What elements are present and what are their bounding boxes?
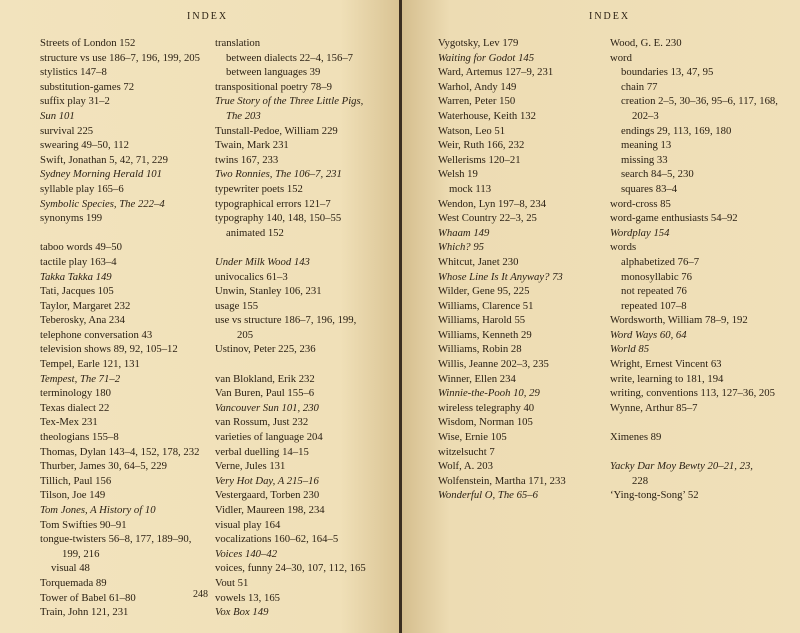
index-entry: writing, conventions 113, 127–36, 205 [610,387,775,400]
index-subentry: 202–3 [632,109,659,122]
index-entry: Vidler, Maureen 198, 234 [215,504,325,516]
index-entry: Wisdom, Norman 105 [438,416,533,429]
index-entry: Torquemada 89 [40,576,107,589]
index-entry: suffix play 31–2 [40,95,110,108]
index-entry: Symbolic Species, The 222–4 [40,197,165,210]
index-entry: word-cross 85 [610,197,671,210]
index-entry: Streets of London 152 [40,37,136,49]
index-entry: Word Ways 60, 64 [610,328,687,341]
index-entry: Williams, Kenneth 29 [438,328,532,341]
index-entry: word [610,51,632,64]
index-entry: Thomas, Dylan 143–4, 152, 178, 232 [40,445,200,458]
index-entry: Tillich, Paul 156 [40,474,112,487]
index-entry: Unwin, Stanley 106, 231 [215,285,322,298]
index-entry: World 85 [610,343,650,356]
index-entry: Vestergaard, Torben 230 [215,489,320,502]
index-entry: Tom Swifties 90–91 [40,518,127,531]
index-subentry: 228 [632,474,649,487]
index-entry: tongue-twisters 56–8, 177, 189–90, [40,533,192,546]
index-subentry: squares 83–4 [621,182,678,195]
index-subentry: creation 2–5, 30–36, 95–6, 117, 168, [621,95,778,108]
index-entry: syllable play 165–6 [40,182,124,195]
index-entry: typographical errors 121–7 [215,197,331,210]
index-entry: stylistics 147–8 [40,66,107,79]
index-entry: Yacky Dar Moy Bewty 20–21, 23, [610,460,753,473]
index-entry: Tati, Jacques 105 [40,285,114,298]
index-entry: van Blokland, Erik 232 [215,372,315,385]
index-entry: Swift, Jonathan 5, 42, 71, 229 [40,153,168,166]
index-entry: twins 167, 233 [215,153,279,166]
index-entry: typewriter poets 152 [215,182,303,195]
index-subentry: alphabetized 76–7 [621,255,700,268]
index-entry: Wilder, Gene 95, 225 [438,285,530,298]
index-entry: words [610,241,637,254]
index-entry: Tilson, Joe 149 [40,489,106,502]
index-entry: taboo words 49–50 [40,241,122,254]
index-subentry: between languages 39 [226,66,321,79]
index-letter-gap [215,357,395,372]
index-entry: Ximenes 89 [610,431,662,444]
index-entry: Tempel, Earle 121, 131 [40,358,140,371]
right-page [402,0,800,633]
index-entry: substitution-games 72 [40,80,135,93]
index-column-left-2 [215,36,395,620]
index-entry: Sydney Morning Herald 101 [40,168,162,181]
index-entry: Wellerisms 120–21 [438,153,521,166]
index-letter-gap [610,445,796,460]
index-subentry: missing 33 [621,153,668,166]
index-entry: Winnie-the-Pooh 10, 29 [438,387,540,400]
index-entry: Very Hot Day, A 215–16 [215,474,319,487]
index-entry: Thurber, James 30, 64–5, 229 [40,460,167,473]
index-entry: Voices 140–42 [215,547,278,560]
index-entry: Tex-Mex 231 [40,416,98,429]
index-entry: Sun 101 [40,109,75,122]
index-subentry: monosyllabic 76 [621,270,692,283]
index-entry: varieties of language 204 [215,431,323,444]
index-entry: Ward, Artemus 127–9, 231 [438,66,554,79]
index-entry: Tunstall-Pedoe, William 229 [215,124,338,137]
index-entry: Wood, G. E. 230 [610,37,682,49]
index-entry: Wolf, A. 203 [438,460,493,473]
index-entry: translation [215,37,261,49]
index-subentry: endings 29, 113, 169, 180 [621,124,732,137]
index-entry: Williams, Harold 55 [438,314,526,327]
index-entry: Two Ronnies, The 106–7, 231 [215,168,342,181]
index-subentry: repeated 107–8 [621,299,687,312]
index-letter-gap [40,226,210,241]
index-entry: ‘Ying-tong-Song’ 52 [610,489,699,502]
index-subentry: 205 [237,328,254,341]
index-entry: van Rossum, Just 232 [215,416,309,429]
page-number: 248 [193,589,208,600]
index-entry: vocalizations 160–62, 164–5 [215,533,339,546]
index-entry: True Story of the Three Little Pigs, [215,95,364,108]
index-entry: tactile play 163–4 [40,255,117,268]
index-entry: Texas dialect 22 [40,401,110,414]
index-entry: vowels 13, 165 [215,591,281,604]
index-entry: Van Buren, Paul 155–6 [215,387,315,400]
index-subentry: boundaries 13, 47, 95 [621,66,714,79]
index-entry: Vout 51 [215,576,249,589]
index-entry: Whaam 149 [438,226,490,239]
index-subentry: meaning 13 [621,139,672,152]
index-entry: univocalics 61–3 [215,270,288,283]
index-entry: synonyms 199 [40,212,103,225]
page-header-right: INDEX [589,11,631,22]
index-entry: Taylor, Margaret 232 [40,299,131,312]
index-entry: Under Milk Wood 143 [215,255,310,268]
index-subentry: search 84–5, 230 [621,168,694,181]
index-entry: Watson, Leo 51 [438,124,506,137]
index-entry: television shows 89, 92, 105–12 [40,343,178,356]
index-entry: visual play 164 [215,518,281,531]
index-entry: survival 225 [40,124,94,137]
index-entry: Wynne, Arthur 85–7 [610,401,698,414]
index-entry: Weir, Ruth 166, 232 [438,139,525,152]
index-entry: Teberosky, Ana 234 [40,314,125,327]
index-entry: verbal duelling 14–15 [215,445,309,458]
index-entry: West Country 22–3, 25 [438,212,537,225]
index-entry: Williams, Robin 28 [438,343,522,356]
index-entry: Williams, Clarence 51 [438,299,534,312]
index-entry: structure vs use 186–7, 196, 199, 205 [40,51,200,64]
index-entry: Tempest, The 71–2 [40,372,121,385]
index-letter-gap [610,415,796,430]
index-entry: Warren, Peter 150 [438,95,516,108]
index-entry: Wise, Ernie 105 [438,431,507,444]
index-entry: Vygotsky, Lev 179 [438,37,519,49]
index-entry: Wordsworth, William 78–9, 192 [610,314,748,327]
index-entry: Wordplay 154 [610,226,670,239]
index-subentry: between dialects 22–4, 156–7 [226,51,354,64]
index-entry: Verne, Jules 131 [215,460,286,473]
index-entry: voices, funny 24–30, 107, 112, 165 [215,562,366,575]
index-column-right-2 [610,36,796,503]
index-entry: Whitcut, Janet 230 [438,255,519,268]
index-subentry: The 203 [226,109,261,122]
index-entry: Waiting for Godot 145 [438,51,535,64]
index-entry: Train, John 121, 231 [40,606,129,619]
index-entry: word-game enthusiasts 54–92 [610,212,738,225]
index-entry: Wendon, Lyn 197–8, 234 [438,197,547,210]
index-entry: terminology 180 [40,387,111,400]
index-entry: usage 155 [215,299,259,312]
index-entry: typography 140, 148, 150–55 [215,212,342,225]
index-entry: Wonderful O, The 65–6 [438,489,538,502]
index-entry: write, learning to 181, 194 [610,372,724,385]
index-entry: Takka Takka 149 [40,270,112,283]
index-column-right-1 [438,36,606,503]
index-entry: Twain, Mark 231 [215,139,289,152]
index-entry: Which? 95 [438,241,485,254]
index-entry: Waterhouse, Keith 132 [438,109,536,122]
index-entry: transpositional poetry 78–9 [215,80,332,93]
index-subentry: visual 48 [51,562,90,575]
index-subentry: not repeated 76 [621,285,687,298]
index-entry: Vancouver Sun 101, 230 [215,401,319,414]
index-subentry: chain 77 [621,80,658,93]
index-entry: witzelsucht 7 [438,445,495,458]
index-entry: Vox Box 149 [215,606,269,619]
index-entry: telephone conversation 43 [40,328,153,341]
index-entry: Willis, Jeanne 202–3, 235 [438,358,549,371]
index-letter-gap [215,240,395,255]
index-entry: Ustinov, Peter 225, 236 [215,343,316,356]
index-entry: Welsh 19 [438,168,478,181]
index-entry: Warhol, Andy 149 [438,80,517,93]
index-entry: Wolfenstein, Martha 171, 233 [438,474,566,487]
index-entry: Tom Jones, A History of 10 [40,504,156,516]
index-entry: theologians 155–8 [40,431,119,444]
index-entry: Tower of Babel 61–80 [40,591,136,604]
index-subentry: animated 152 [226,226,284,239]
page-header-left: INDEX [187,11,229,22]
index-entry: Wright, Ernest Vincent 63 [610,358,722,371]
index-entry: Winner, Ellen 234 [438,372,516,385]
index-entry: wireless telegraphy 40 [438,401,535,414]
index-entry: use vs structure 186–7, 196, 199, [215,314,357,327]
index-subentry: mock 113 [449,182,492,195]
index-entry: Whose Line Is It Anyway? 73 [438,270,563,283]
index-column-left-1 [40,36,210,620]
index-subentry: 199, 216 [62,547,100,560]
index-entry: swearing 49–50, 112 [40,139,129,152]
